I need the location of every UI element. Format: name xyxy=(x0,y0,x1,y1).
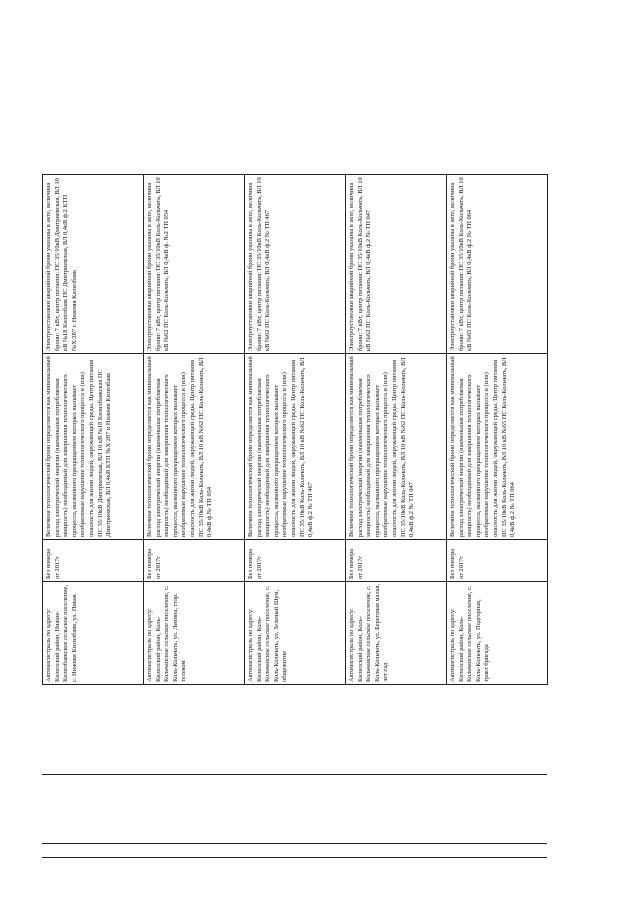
table-row xyxy=(43,175,144,685)
number-cell: Без номера от 2017г xyxy=(43,540,144,582)
address-cell: Автомагистраль по адресу: Кизилский район, Коль-Кольчанское сельское поселение, с. Коль-Кольчать, ул. Ленина, стар. телеком xyxy=(144,582,245,685)
note-cell: Электроустановки аварийной брони указаны в акте, величина брони: 7 кВт, центр питания: ПС 35/10кВ Коль-Кольчать, ВЛ 10 кВ №62 ПС Коль-Кольчать, ВЛ 0,4кВ ф.2 № ТП 047 xyxy=(346,175,447,354)
address-cell: Автомагистраль по адресу: Кизилский район, Коль-Кольчанское сельское поселение, с. Коль-Кольчать, ул. Подгорная, тракт бригада xyxy=(447,582,548,685)
table-row xyxy=(447,175,548,685)
note-cell: Электроустановки аварийной брони указаны в акте, величина брони: 7 кВт, центр питания: ПС 35/10кВ Коль-Кольчать, ВЛ 10 кВ №65 ПС Коль-Кольчать, ВЛ 0,4кВ ф.2 № ТП 064 xyxy=(447,175,548,354)
purpose-cell: Величина технологической брони определяется как минимальный расход электрической энергии (наименьшая потребляемая мощность) необходимый для завершения технологического процесса, вызванного прекращением которых вызывает необратимые нарушение технологического процесса и (или) опасность для жизни людей, окружающей среды. Центр питания ПС 35/10кВ Коль-Кольчать, ВЛ 10 кВ №62 ПС Коль-Кольчать, ВЛ 0,4кВ ф.№ ТП 054 xyxy=(144,354,245,540)
table-row xyxy=(144,175,245,685)
number-cell: Без номера от 2017г xyxy=(447,540,548,582)
purpose-cell: Величина технологической брони определяется как минимальный расход электрической энергии (наименьшая потребляемая мощность) необходимый для завершения технологического процесса, вызванного прекращением которых вызывает необратимые нарушение технологического процесса и (или) опасность для жизни людей, окружающей среды. Центр питания ПС 35/10кВ Дмитриевская, ВЛ 10 кВ №18 Кизилбаякская ПС Дмитриевская, ВЛ 0,4кВ КТП №X/287 и Нижняя Кизилбаяк xyxy=(43,354,144,540)
purpose-cell: Величина технологической брони определяется как минимальный расход электрической энергии (наименьшая потребляемая мощность) необходимый для завершения технологического процесса, вызванного прекращением которых вызывает необратимые нарушение технологического процесса и (или) опасность для жизни людей, окружающей среды. Центр питания ПС 35/10кВ Коль-Кольчать, ВЛ 10 кВ №62 ПС Коль-Кольчать, ВЛ 0,4кВ ф.2 № ТП 467 xyxy=(245,354,346,540)
horizontal-rule xyxy=(42,843,547,844)
table-row xyxy=(346,175,447,685)
reservation-table xyxy=(42,174,548,685)
number-cell: Без номера от 2017г xyxy=(346,540,447,582)
horizontal-rule xyxy=(42,774,547,775)
note-cell: Электроустановки аварийной брони указаны в акте, величина брони: 7 кВт, центр питания: ПС 35/10кВ Коль-Кольчать, ВЛ 10 кВ №62 ПС Коль-Кольчать, ВЛ 0,4кВ ф. №2 ТП 054 xyxy=(144,175,245,354)
purpose-cell: Величина технологической брони определяется как минимальный расход электрической энергии (наименьшая потребляемая мощность) необходимый для завершения технологического процесса, вызванного прекращением которых вызывает необратимые нарушение технологического процесса и (или) опасность для жизни людей, окружающей среды. Центр питания ПС 35/10кВ Коль-Кольчать, ВЛ 10 кВ №62 ПС Коль-Кольчать, ВЛ 0,4кВ ф.2 № ТП 047 xyxy=(346,354,447,540)
address-cell: Автомагистраль по адресу: Кизилский район, Нижне-Кизилбаякское сельское поселение, с. Нижняя Кизилбаяк, ул. Пикак xyxy=(43,582,144,685)
number-cell: Без номера от 2017г xyxy=(245,540,346,582)
rotated-table-container xyxy=(42,175,547,685)
note-cell: Электроустановки аварийной брони указаны в акте, величина брони: 7 кВт, центр питания: ПС 35/10кВ Дмитриевская, ВЛ 10 кВ №18 Кизилбаяк ПС Дмитриевская, ВЛ 0,4кВ ф.2 КТП №X/287 г. Нижняя Кизилбаяк xyxy=(43,175,144,354)
address-cell: Автомагистраль по адресу: Кизилский район, Коль-Кольчанское сельское поселение, с. Коль-Кольчать, ул. Береговая малая, лет сад xyxy=(346,582,447,685)
note-cell: Электроустановки аварийной брони указаны в акте, величина брони: 7 кВт, центр питания: ПС 35/10кВ Коль-Кольчать, ВЛ 10 кВ №62 ПС Коль-Кольчать, ВЛ 0,4кВ ф.2 № ТП 467 xyxy=(245,175,346,354)
address-cell: Автомагистраль по адресу: Кизилский район, Коль-Кольчанское сельское поселение, с. Коль-Кольчать, ул. Зеленый Шум, общежитие xyxy=(245,582,346,685)
number-cell: Без номера от 2017г xyxy=(144,540,245,582)
purpose-cell: Величина технологической брони определяется как минимальный расход электрической энергии (наименьшая потребляемая мощность) необходимый для завершения технологического процесса, вызванного прекращением которых вызывает необратимые нарушение технологического процесса и (или) опасность для жизни людей, окружающей среды. Центр питания ПС 35/10кВ Коль-Кольчать, ВЛ 10 кВ №65 ПС Коль-Кольчать, ВЛ 0,4кВ ф.2 № ТП 064 xyxy=(447,354,548,540)
horizontal-rule xyxy=(42,857,547,858)
table-row xyxy=(245,175,346,685)
